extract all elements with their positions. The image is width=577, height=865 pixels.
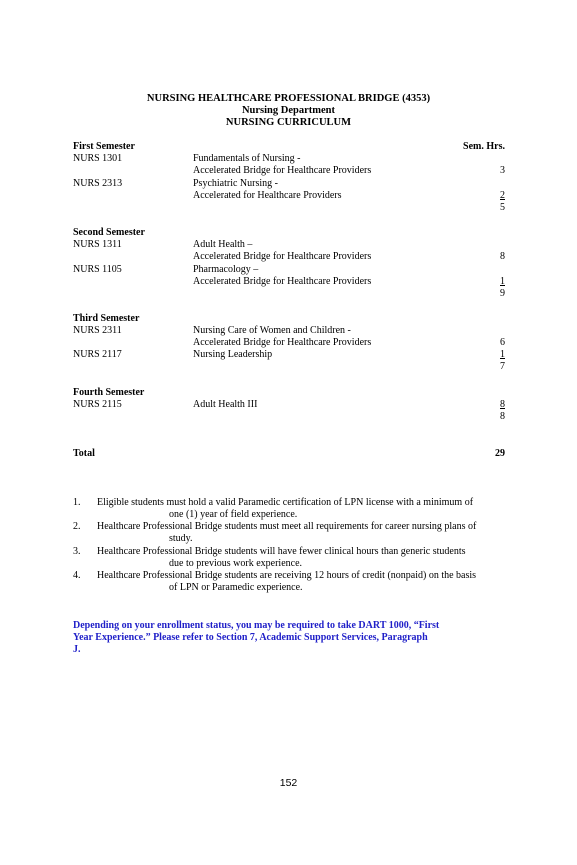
course-code: NURS 1311: [73, 239, 122, 250]
course-title: Adult Health III: [193, 399, 258, 410]
course-title: Fundamentals of Nursing -: [193, 153, 301, 164]
course-title: Nursing Leadership: [193, 349, 273, 360]
course-code: NURS 2115: [73, 399, 122, 410]
note-text: Healthcare Professional Bridge students must meet all requirements for career nursing plans of: [97, 521, 477, 532]
course-code: NURS 2313: [73, 178, 123, 189]
sem-hrs-header: Sem. Hrs.: [463, 141, 505, 152]
total-value: 29: [495, 448, 505, 459]
course-title-cont: Accelerated Bridge for Healthcare Providers: [193, 337, 372, 348]
department-name: Nursing Department: [241, 105, 336, 116]
course-hours: 2: [500, 190, 505, 201]
course-hours: 1: [500, 349, 505, 360]
semester-subtotal: 8: [500, 411, 505, 422]
course-title: Adult Health –: [193, 239, 253, 250]
semester-subtotal: 7: [500, 361, 505, 372]
semester-title: Fourth Semester: [73, 387, 145, 398]
advisory-line: J.: [73, 644, 81, 655]
advisory-line: Year Experience.” Please refer to Section 7, Academic Support Services, Paragraph: [73, 632, 428, 643]
course-hours: 6: [500, 337, 505, 348]
note-text: Eligible students must hold a valid Paramedic certification of LPN license with a minimum of: [97, 497, 474, 508]
program-title: NURSING HEALTHCARE PROFESSIONAL BRIDGE (4353): [146, 93, 431, 104]
course-hours: 8: [500, 251, 505, 262]
total-label: Total: [73, 448, 95, 459]
semester-title: Third Semester: [73, 313, 140, 324]
course-title-cont: Accelerated Bridge for Healthcare Providers: [193, 251, 372, 262]
course-code: NURS 1301: [73, 153, 123, 164]
curriculum-title: NURSING CURRICULUM: [225, 117, 352, 128]
note-text: Healthcare Professional Bridge students are receiving 12 hours of credit (nonpaid) on the basis: [97, 570, 477, 581]
course-hours: 8: [500, 399, 505, 410]
course-title-cont: Accelerated Bridge for Healthcare Providers: [193, 165, 372, 176]
semester-subtotal: 5: [500, 202, 505, 213]
semester-subtotal: 9: [500, 288, 505, 299]
page-number: 152: [279, 777, 298, 789]
note-number: 3.: [73, 546, 81, 557]
semester-title: First Semester: [73, 141, 135, 152]
course-title: Pharmacology –: [193, 264, 259, 275]
course-code: NURS 1105: [73, 264, 122, 275]
note-text-cont: study.: [169, 533, 193, 544]
course-hours: 1: [500, 276, 505, 287]
note-number: 2.: [73, 521, 81, 532]
course-code: NURS 2117: [73, 349, 122, 360]
enrollment-advisory: [73, 620, 473, 656]
note-text-cont: of LPN or Paramedic experience.: [169, 582, 303, 593]
semester-title: Second Semester: [73, 227, 145, 238]
course-hours: 3: [500, 165, 505, 176]
note-text-cont: one (1) year of field experience.: [169, 509, 298, 520]
note-text-cont: due to previous work experience.: [169, 558, 303, 569]
note-text: Healthcare Professional Bridge students will have fewer clinical hours than generic students: [97, 546, 466, 557]
advisory-line: Depending on your enrollment status, you may be required to take DART 1000, “First: [73, 620, 440, 631]
course-title: Psychiatric Nursing -: [193, 178, 278, 189]
course-title: Nursing Care of Women and Children -: [193, 325, 351, 336]
note-number: 1.: [73, 497, 81, 508]
note-number: 4.: [73, 570, 81, 581]
course-title-cont: Accelerated for Healthcare Providers: [193, 190, 342, 201]
course-title-cont: Accelerated Bridge for Healthcare Providers: [193, 276, 372, 287]
course-code: NURS 2311: [73, 325, 122, 336]
